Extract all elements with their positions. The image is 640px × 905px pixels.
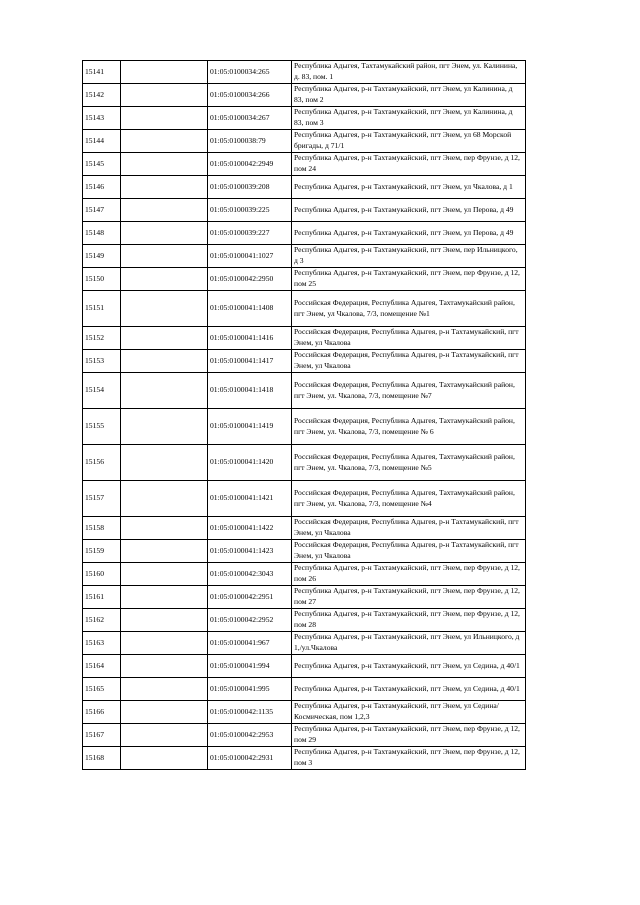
record-number-cell: 15155 (83, 409, 121, 445)
address-cell: Республика Адыгея, р-н Тахтамукайский, пгт Энем, пер Фрунзе, д 12, пом 26 (292, 563, 526, 586)
record-number-cell: 15163 (83, 632, 121, 655)
cadastral-number-cell: 01:05:0100042:2950 (208, 268, 292, 291)
address-cell: Российская Федерация, Республика Адыгея, Тахтамукайский район, пгт Энем, ул. Чкалова, 7/3, помещение №7 (292, 373, 526, 409)
empty-cell (121, 724, 208, 747)
table-row (83, 199, 526, 222)
cadastral-number-cell: 01:05:0100041:1408 (208, 291, 292, 327)
address-cell: Республика Адыгея, р-н Тахтамукайский, пгт Энем, ул 68 Морской бригады, д 71/1 (292, 130, 526, 153)
table-row (83, 373, 526, 409)
address-cell: Республика Адыгея, р-н Тахтамукайский, пгт Энем, ул Седина, д 40/1 (292, 678, 526, 701)
record-number-cell: 15166 (83, 701, 121, 724)
record-number-cell: 15142 (83, 84, 121, 107)
table-row (83, 724, 526, 747)
table-row (83, 84, 526, 107)
cadastral-number-cell: 01:05:0100042:1135 (208, 701, 292, 724)
address-cell: Республика Адыгея, р-н Тахтамукайский, пгт Энем, ул Перова, д 49 (292, 199, 526, 222)
address-cell: Российская Федерация, Республика Адыгея, Тахтамукайский район, пгт Энем, ул. Чкалова, 7/3, помещение №5 (292, 445, 526, 481)
empty-cell (121, 517, 208, 540)
empty-cell (121, 373, 208, 409)
table-row (83, 409, 526, 445)
record-number-cell: 15159 (83, 540, 121, 563)
address-cell: Республика Адыгея, р-н Тахтамукайский, пгт Энем, ул Ильницкого, д 1,/ул.Чкалова (292, 632, 526, 655)
cadastral-number-cell: 01:05:0100042:3043 (208, 563, 292, 586)
cadastral-number-cell: 01:05:0100034:265 (208, 61, 292, 84)
address-cell: Российская Федерация, Республика Адыгея, Тахтамукайский район, пгт Энем, ул. Чкалова, 7/3, помещение № 6 (292, 409, 526, 445)
record-number-cell: 15156 (83, 445, 121, 481)
address-cell: Российская Федерация, Республика Адыгея, Тахтамукайский район, пгт Энем, ул Чкалова, 7/3, помещение №1 (292, 291, 526, 327)
cadastral-number-cell: 01:05:0100041:1422 (208, 517, 292, 540)
registry-table-body (83, 61, 526, 770)
address-cell: Республика Адыгея, р-н Тахтамукайский, пгт Энем, ул Чкалова, д 1 (292, 176, 526, 199)
table-row (83, 222, 526, 245)
address-cell: Республика Адыгея, р-н Тахтамукайский, пгт Энем, ул Калинина, д 83, пом 3 (292, 107, 526, 130)
record-number-cell: 15148 (83, 222, 121, 245)
address-cell: Российская Федерация, Республика Адыгея, р-н Тахтамукайский, пгт Энем, ул Чкалова (292, 327, 526, 350)
address-cell: Республика Адыгея, р-н Тахтамукайский, пгт Энем, пер Фрунзе, д 12, пом 25 (292, 268, 526, 291)
cadastral-number-cell: 01:05:0100039:225 (208, 199, 292, 222)
address-cell: Российская Федерация, Республика Адыгея, Тахтамукайский район, пгт Энем, ул. Чкалова, 7/3, помещение №4 (292, 481, 526, 517)
empty-cell (121, 701, 208, 724)
address-cell: Республика Адыгея, Тахтамукайский район, пгт Энем, ул. Калинина, д. 83, пом. 1 (292, 61, 526, 84)
empty-cell (121, 747, 208, 770)
empty-cell (121, 540, 208, 563)
empty-cell (121, 61, 208, 84)
table-row (83, 609, 526, 632)
record-number-cell: 15152 (83, 327, 121, 350)
empty-cell (121, 268, 208, 291)
table-row (83, 268, 526, 291)
address-cell: Республика Адыгея, р-н Тахтамукайский, пгт Энем, ул Седина, д 40/1 (292, 655, 526, 678)
address-cell: Республика Адыгея, р-н Тахтамукайский, пгт Энем, ул Калинина, д 83, пом 2 (292, 84, 526, 107)
table-row (83, 107, 526, 130)
table-row (83, 350, 526, 373)
empty-cell (121, 409, 208, 445)
record-number-cell: 15165 (83, 678, 121, 701)
table-row (83, 245, 526, 268)
record-number-cell: 15141 (83, 61, 121, 84)
cadastral-number-cell: 01:05:0100042:2951 (208, 586, 292, 609)
table-row (83, 327, 526, 350)
cadastral-number-cell: 01:05:0100041:1421 (208, 481, 292, 517)
empty-cell (121, 153, 208, 176)
cadastral-number-cell: 01:05:0100034:266 (208, 84, 292, 107)
address-cell: Российская Федерация, Республика Адыгея, р-н Тахтамукайский, пгт Энем, ул Чкалова (292, 540, 526, 563)
empty-cell (121, 291, 208, 327)
cadastral-number-cell: 01:05:0100042:2952 (208, 609, 292, 632)
record-number-cell: 15151 (83, 291, 121, 327)
empty-cell (121, 445, 208, 481)
record-number-cell: 15167 (83, 724, 121, 747)
cadastral-number-cell: 01:05:0100041:1416 (208, 327, 292, 350)
table-row (83, 678, 526, 701)
empty-cell (121, 350, 208, 373)
record-number-cell: 15162 (83, 609, 121, 632)
table-row (83, 540, 526, 563)
cadastral-number-cell: 01:05:0100038:79 (208, 130, 292, 153)
record-number-cell: 15146 (83, 176, 121, 199)
record-number-cell: 15164 (83, 655, 121, 678)
address-cell: Российская Федерация, Республика Адыгея, р-н Тахтамукайский, пгт Энем, ул Чкалова (292, 350, 526, 373)
empty-cell (121, 327, 208, 350)
cadastral-number-cell: 01:05:0100041:967 (208, 632, 292, 655)
cadastral-number-cell: 01:05:0100041:994 (208, 655, 292, 678)
registry-table (82, 60, 526, 770)
empty-cell (121, 481, 208, 517)
table-row (83, 586, 526, 609)
table-row (83, 61, 526, 84)
empty-cell (121, 222, 208, 245)
empty-cell (121, 586, 208, 609)
address-cell: Республика Адыгея, р-н Тахтамукайский, пгт Энем, ул Седина/Космическая, пом 1,2,3 (292, 701, 526, 724)
empty-cell (121, 176, 208, 199)
record-number-cell: 15147 (83, 199, 121, 222)
record-number-cell: 15145 (83, 153, 121, 176)
empty-cell (121, 199, 208, 222)
table-row (83, 747, 526, 770)
empty-cell (121, 563, 208, 586)
record-number-cell: 15143 (83, 107, 121, 130)
cadastral-number-cell: 01:05:0100041:1423 (208, 540, 292, 563)
empty-cell (121, 130, 208, 153)
address-cell: Республика Адыгея, р-н Тахтамукайский, пгт Энем, пер Фрунзе, д 12, пом 29 (292, 724, 526, 747)
empty-cell (121, 609, 208, 632)
record-number-cell: 15160 (83, 563, 121, 586)
address-cell: Республика Адыгея, р-н Тахтамукайский, пгт Энем, пер Фрунзе, д 12, пом 24 (292, 153, 526, 176)
record-number-cell: 15149 (83, 245, 121, 268)
address-cell: Республика Адыгея, р-н Тахтамукайский, пгт Энем, пер Фрунзе, д 12, пом 27 (292, 586, 526, 609)
record-number-cell: 15158 (83, 517, 121, 540)
table-row (83, 655, 526, 678)
table-row (83, 130, 526, 153)
record-number-cell: 15168 (83, 747, 121, 770)
record-number-cell: 15157 (83, 481, 121, 517)
table-row (83, 291, 526, 327)
address-cell: Республика Адыгея, р-н Тахтамукайский, пгт Энем, ул Перова, д 49 (292, 222, 526, 245)
empty-cell (121, 107, 208, 130)
address-cell: Республика Адыгея, р-н Тахтамукайский, пгт Энем, пер Фрунзе, д 12, пом 3 (292, 747, 526, 770)
cadastral-number-cell: 01:05:0100042:2931 (208, 747, 292, 770)
cadastral-number-cell: 01:05:0100039:227 (208, 222, 292, 245)
empty-cell (121, 245, 208, 268)
record-number-cell: 15154 (83, 373, 121, 409)
table-row (83, 563, 526, 586)
address-cell: Республика Адыгея, р-н Тахтамукайский, пгт Энем, пер Ильницкого, д 3 (292, 245, 526, 268)
cadastral-number-cell: 01:05:0100042:2953 (208, 724, 292, 747)
empty-cell (121, 678, 208, 701)
address-cell: Республика Адыгея, р-н Тахтамукайский, пгт Энем, пер Фрунзе, д 12, пом 28 (292, 609, 526, 632)
cadastral-number-cell: 01:05:0100041:1419 (208, 409, 292, 445)
record-number-cell: 15144 (83, 130, 121, 153)
cadastral-number-cell: 01:05:0100041:1420 (208, 445, 292, 481)
empty-cell (121, 84, 208, 107)
record-number-cell: 15153 (83, 350, 121, 373)
empty-cell (121, 632, 208, 655)
table-row (83, 632, 526, 655)
address-cell: Российская Федерация, Республика Адыгея, р-н Тахтамукайский, пгт Энем, ул Чкалова (292, 517, 526, 540)
table-row (83, 176, 526, 199)
record-number-cell: 15150 (83, 268, 121, 291)
table-row (83, 481, 526, 517)
table-row (83, 517, 526, 540)
empty-cell (121, 655, 208, 678)
cadastral-number-cell: 01:05:0100042:2949 (208, 153, 292, 176)
cadastral-number-cell: 01:05:0100041:1417 (208, 350, 292, 373)
cadastral-number-cell: 01:05:0100041:1027 (208, 245, 292, 268)
record-number-cell: 15161 (83, 586, 121, 609)
cadastral-number-cell: 01:05:0100034:267 (208, 107, 292, 130)
table-row (83, 445, 526, 481)
cadastral-number-cell: 01:05:0100039:208 (208, 176, 292, 199)
cadastral-number-cell: 01:05:0100041:1418 (208, 373, 292, 409)
table-row (83, 701, 526, 724)
cadastral-number-cell: 01:05:0100041:995 (208, 678, 292, 701)
table-row (83, 153, 526, 176)
